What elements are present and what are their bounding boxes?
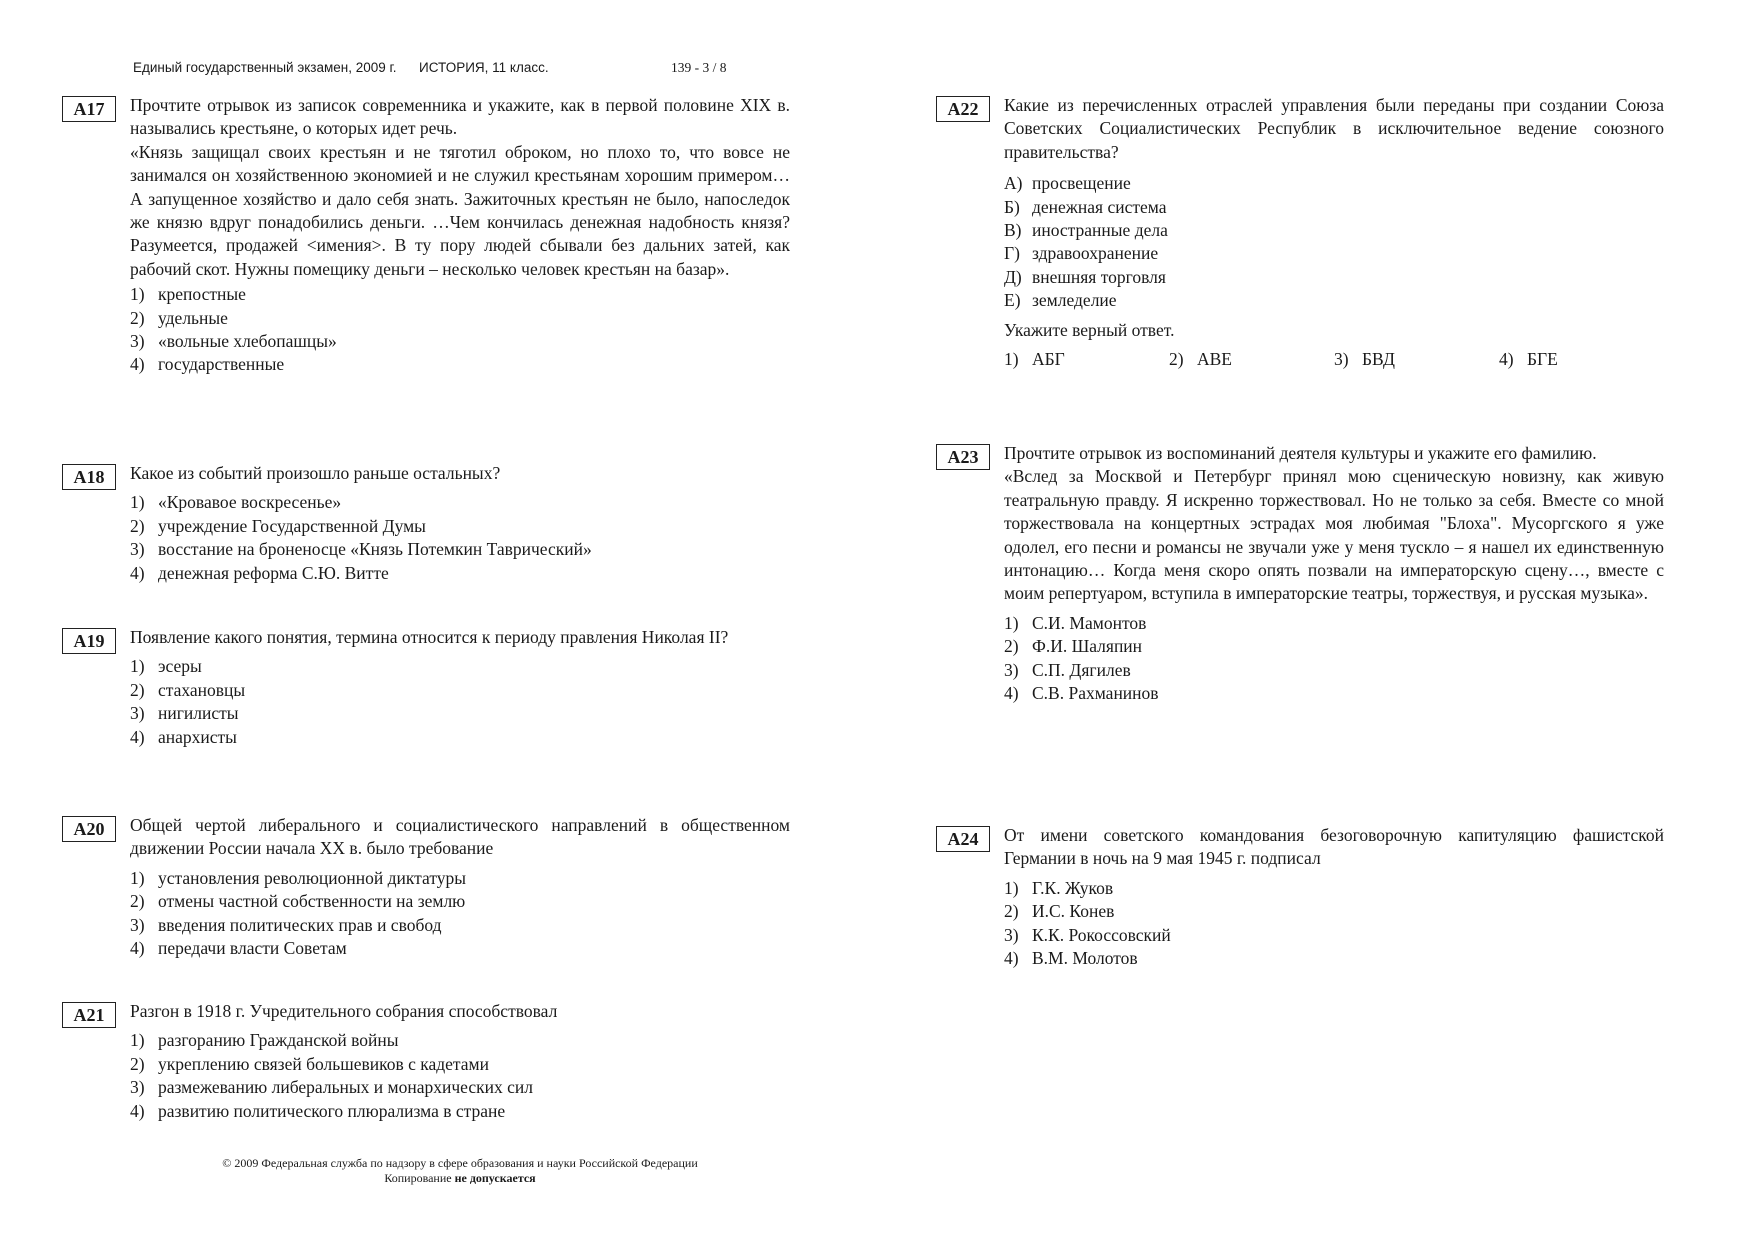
copy-notice: Копирование не допускается [384, 1171, 536, 1185]
task-question: Разгон в 1918 г. Учредительного собрания способствовал [130, 1001, 558, 1021]
task-number: А18 [62, 464, 116, 490]
answer-option[interactable]: 4) В.М. Молотов [1004, 948, 1138, 969]
answer-option[interactable]: 4) государственные [130, 354, 285, 375]
answer-option[interactable]: 4) развитию политического плюрализма в стране [130, 1100, 506, 1121]
task-question: Появление какого понятия, термина относится к периоду правления Николая II? [130, 627, 729, 647]
subject-title: ИСТОРИЯ, 11 класс. [419, 60, 549, 75]
answer-option[interactable]: 4) С.В. Рахманинов [1004, 683, 1159, 704]
task-number: А22 [936, 96, 990, 122]
answer-option[interactable]: 1) С.И. Мамонтов [1004, 612, 1147, 633]
list-item: Е) земледелие [1004, 290, 1117, 311]
answer-option[interactable]: 3) введения политических прав и свобод [130, 914, 442, 935]
answer-option[interactable]: 1) АБГ [1004, 349, 1065, 370]
answer-option[interactable]: 2) отмены частной собственности на землю [130, 891, 466, 912]
answer-option[interactable]: 2) удельные [130, 307, 228, 328]
page-header [133, 60, 893, 75]
task-question: Прочтите отрывок из воспоминаний деятеля культуры и укажите его фамилию. [1004, 443, 1597, 463]
list-item: Б) денежная система [1004, 196, 1167, 217]
answer-option[interactable]: 3) размежеванию либеральных и монархических сил [130, 1077, 533, 1098]
task-number: А17 [62, 96, 116, 122]
answer-option[interactable]: 3) «вольные хлебопашцы» [130, 331, 337, 352]
task-question: Общей чертой либерального и социалистического направлений в общественном движении России начала XX в. было требование [130, 815, 790, 859]
answer-option[interactable]: 2) укреплению связей большевиков с кадетами [130, 1053, 489, 1074]
task-quote: «Князь защищал своих крестьян и не тяготил оброком, но плохо то, что вовсе не занимался он хозяйственною экономией и не служил крестьянам хорошим примером… А запущенное хозяйство и дало себя знать. Зажиточных крестьян не было, напоследок же князю вдруг понадобились деньги. …Чем кончилась денежная надобность князя? Разумеется, продажей <имения>. В ту пору людей сбывали без дальних затей, как рабочий скот. Нужны помещику деньги – несколько человек крестьян на базар». [130, 141, 790, 279]
exam-title: Единый государственный экзамен, 2009 г. [133, 60, 397, 75]
answer-option[interactable]: 1) крепостные [130, 284, 246, 305]
answer-option[interactable]: 4) БГЕ [1499, 349, 1558, 370]
answer-prompt: Укажите верный ответ. [1004, 319, 1175, 340]
copyright-line: © 2009 Федеральная служба по надзору в сфере образования и науки Российской Федерации [222, 1156, 698, 1170]
task-number: А23 [936, 444, 990, 470]
task-number: А19 [62, 628, 116, 654]
answer-option[interactable]: 1) Г.К. Жуков [1004, 877, 1114, 898]
answer-option[interactable]: 2) АВЕ [1169, 349, 1232, 370]
answer-option[interactable]: 4) денежная реформа С.Ю. Витте [130, 562, 389, 583]
answer-option[interactable]: 3) С.П. Дягилев [1004, 659, 1131, 680]
answer-option[interactable]: 3) восстание на броненосце «Князь Потемкин Таврический» [130, 539, 592, 560]
list-item: Г) здравоохранение [1004, 243, 1159, 264]
task-question: Прочтите отрывок из записок современника и укажите, как в первой половине XIX в. назывались крестьяне, о которых идет речь. [130, 95, 790, 139]
list-item: Д) внешняя торговля [1004, 266, 1166, 287]
task-number: А24 [936, 826, 990, 852]
list-item: А) просвещение [1004, 173, 1131, 194]
answer-option[interactable]: 2) учреждение Государственной Думы [130, 515, 426, 536]
task-question: Какие из перечисленных отраслей управления были переданы при создании Союза Советских Социалистических Республик в исключительное ведение союзного правительства? [1004, 95, 1664, 162]
answer-option[interactable]: 4) передачи власти Советам [130, 938, 347, 959]
answer-option[interactable]: 1) «Кровавое воскресенье» [130, 492, 342, 513]
answer-option[interactable]: 2) И.С. Конев [1004, 901, 1115, 922]
answer-option[interactable]: 3) нигилисты [130, 703, 239, 724]
task-number: А21 [62, 1002, 116, 1028]
page-footer [130, 1156, 790, 1186]
answer-option[interactable]: 2) стахановцы [130, 679, 246, 700]
answer-option[interactable]: 1) эсеры [130, 656, 202, 677]
answer-option[interactable]: 2) Ф.И. Шаляпин [1004, 636, 1143, 657]
answer-option[interactable]: 1) разгоранию Гражданской войны [130, 1030, 399, 1051]
answer-option[interactable]: 3) БВД [1334, 349, 1395, 370]
answer-option[interactable]: 4) анархисты [130, 726, 237, 747]
task-question: От имени советского командования безоговорочную капитуляцию фашистской Германии в ночь на 9 мая 1945 г. подписал [1004, 825, 1664, 869]
task-quote: «Вслед за Москвой и Петербург принял мою сценическую новизну, как живую театральную правду. Я искренно торжествовал. Но не только за себя. Вместе со мной торжествовала на концертных эстрадах моя любимая "Блоха". Мусоргского я уже одолел, его песни и романсы не звучали уже у меня тускло – я нашел их единственную интонацию… Когда меня скоро опять позвали на императорскую сцену…, вместе с моим репертуаром, вступила в императорские театры, торжествуя, и русская музыка». [1004, 466, 1664, 604]
task-question: Какое из событий произошло раньше остальных? [130, 463, 501, 483]
page-number: 139 - 3 / 8 [671, 60, 727, 75]
list-item: В) иностранные дела [1004, 220, 1168, 241]
answer-option[interactable]: 3) К.К. Рокоссовский [1004, 924, 1171, 945]
task-number: А20 [62, 816, 116, 842]
answer-option[interactable]: 1) установления революционной диктатуры [130, 867, 467, 888]
